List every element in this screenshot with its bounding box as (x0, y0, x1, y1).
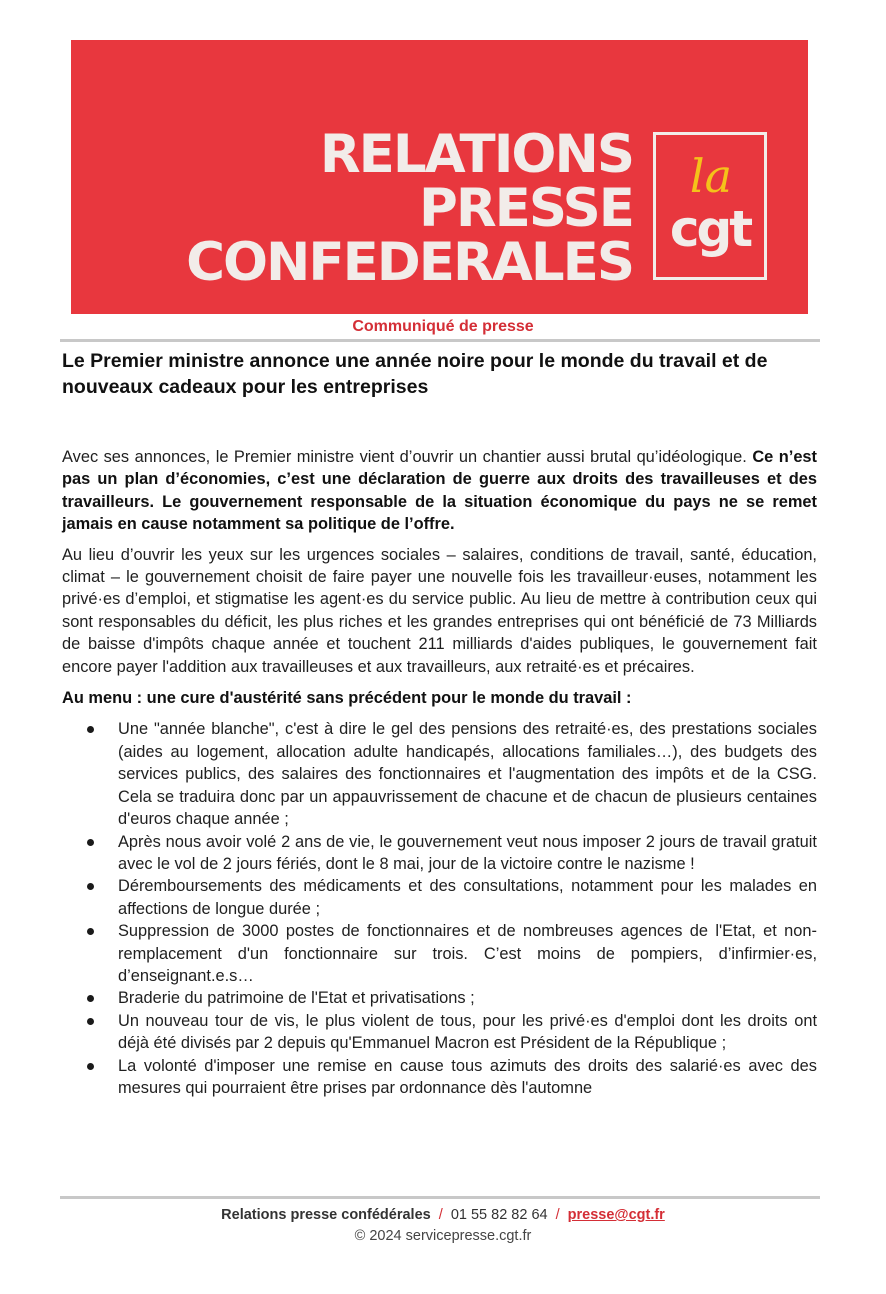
banner-title-line: PRESSE (418, 178, 633, 239)
cgt-logo (653, 132, 767, 280)
page-title: Le Premier ministre annonce une année noire pour le monde du travail et de nouveaux cadeaux pour les entreprises (62, 350, 768, 398)
banner-title-line: RELATIONS (319, 124, 633, 185)
footer-email-link[interactable]: presse@cgt.fr (567, 1207, 665, 1223)
footer-phone[interactable]: 01 55 82 82 64 (450, 1207, 548, 1223)
list-item (118, 718, 817, 830)
list-item-text: Un nouveau tour de vis, le plus violent de tous, pour les privé·es d'emploi dont les droits ont déjà été divisés par 2 depuis qu'Emmanuel Macron est Président de la République ; (118, 1011, 817, 1053)
bullet-icon (87, 1018, 94, 1025)
document-kind: Communiqué de presse (352, 318, 534, 335)
list-item (118, 1010, 817, 1055)
list-item-text: Suppression de 3000 postes de fonctionnaires et de nombreuses agences de l'Etat, et non-remplacement d'un fonctionnaire sur trois. C’est moins de pompiers, d’infirmier·es, d’enseignant.e.s… (118, 922, 817, 985)
section-heading: Au menu : une cure d'austérité sans précédent pour le monde du travail : (62, 689, 632, 708)
logo-cgt-text: cgt (669, 200, 751, 258)
bottom-divider (60, 1196, 820, 1199)
bullet-icon (87, 883, 94, 890)
list-item (118, 875, 817, 920)
footer-org: Relations presse confédérales (221, 1207, 431, 1223)
list-item-text: Déremboursements des médicaments et des consultations, notamment pour les malades en affections de longue durée ; (118, 877, 817, 918)
list-item (118, 987, 817, 1009)
footer-separator: / (555, 1207, 560, 1223)
measures-list (62, 718, 817, 1099)
footer-copyright: © 2024 servicepresse.cgt.fr (354, 1228, 532, 1244)
intro-paragraph (62, 446, 817, 536)
list-item (118, 1055, 817, 1100)
list-item-text: La volonté d'imposer une remise en cause tous azimuts des droits des salarié·es avec des mesures qui pourraient être prises par ordonnance dès l'automne (118, 1056, 817, 1097)
list-item-text: Une "année blanche", c'est à dire le gel des pensions des retraité·es, des prestations sociales (aides au logement, allocation adulte handicapés, allocations familiales…), des budgets des services publics, des salaires des fonctionnaires et l'augmentation des impôts et de la CSG. Cela se traduira donc par un appauvrissement de chacune et de chacun de plusieurs centaines d'euros chaque année ; (118, 720, 817, 829)
press-release-body (62, 446, 817, 1099)
banner-title-line: CONFEDERALES (186, 232, 633, 293)
top-divider (60, 339, 820, 342)
header-banner (71, 40, 808, 314)
list-item-text: Après nous avoir volé 2 ans de vie, le gouvernement veut nous imposer 2 jours de travail gratuit avec le vol de 2 jours fériés, dont le 8 mai, jour de la victoire contre le nazisme ! (118, 832, 817, 873)
footer-separator: / (438, 1207, 443, 1223)
bullet-icon (87, 1063, 94, 1070)
logo-la-text: la (689, 149, 733, 203)
bullet-icon (87, 726, 94, 733)
bullet-icon (87, 995, 94, 1002)
bullet-icon (87, 928, 94, 935)
footer-contact (0, 1205, 886, 1225)
paragraph: Au lieu d’ouvrir les yeux sur les urgences sociales – salaires, conditions de travail, santé, éducation, climat – le gouvernement choisit de faire payer une nouvelle fois les travailleur·euses, notamment les privé·es d’emploi, et stigmatise les agent·es du service public. Au lieu de mettre à contribution ceux qui sont responsables du déficit, les plus riches et les grandes entreprises qui ont bénéficié de 73 Milliards de baisse d'impôts chaque année et touchent 211 milliards d'aides publiques, le gouvernement fait encore payer l'addition aux travailleuses et aux travailleurs, aux retraité·es et précaires. (62, 545, 817, 676)
intro-bold-text: Ce n’est pas un plan d’économies, c’est une déclaration de guerre aux droits des travailleuses et des travailleurs. Le gouvernement responsable de la situation économique du pays ne se remet jamais en cause notamment sa politique de l’offre. (62, 448, 818, 534)
intro-text: Avec ses annonces, le Premier ministre vient d’ouvrir un chantier aussi brutal qu’idéologique. (62, 448, 747, 466)
banner-title (186, 124, 633, 293)
list-item-text: Braderie du patrimoine de l'Etat et privatisations ; (118, 989, 475, 1008)
bullet-icon (87, 839, 94, 846)
list-item (118, 831, 817, 876)
list-item (118, 920, 817, 987)
